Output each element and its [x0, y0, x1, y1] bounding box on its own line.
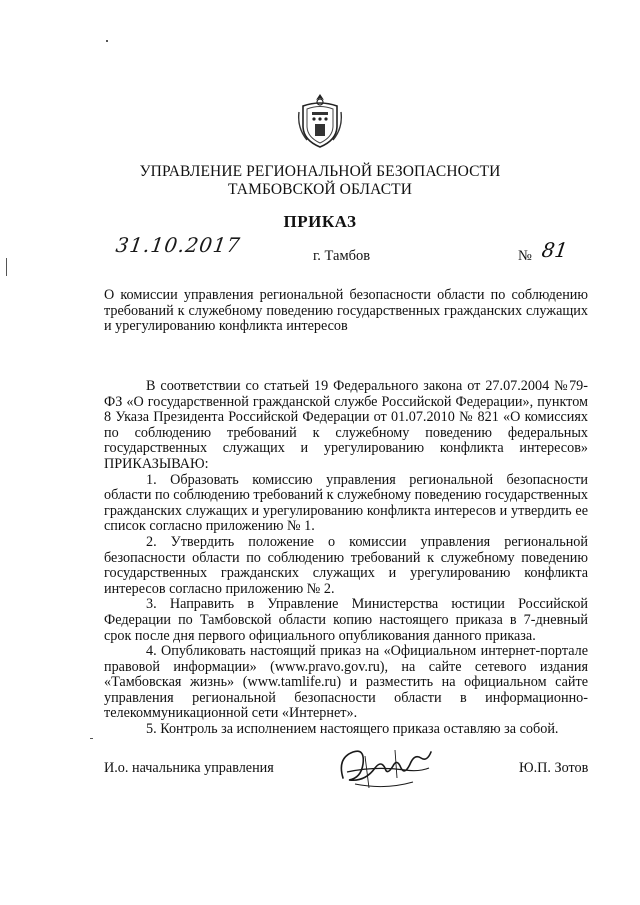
- handwritten-number: 81: [540, 238, 570, 262]
- document-city: г. Тамбов: [313, 248, 371, 264]
- organization-name-line2: ТАМБОВСКОЙ ОБЛАСТИ: [228, 181, 412, 198]
- handwritten-signature-icon: [335, 738, 435, 796]
- document-subject: О комиссии управления региональной безопасности области по соблюдению требований к служебному поведению государственных гражданских служащих и урегулированию конфликта интересов: [104, 287, 588, 335]
- document-title: ПРИКАЗ: [283, 212, 357, 231]
- scan-artifact: [6, 258, 7, 276]
- scan-artifact: [106, 40, 108, 42]
- order-item-5: 5. Контроль за исполнением настоящего приказа оставляю за собой.: [146, 721, 559, 738]
- organization-name-line1: УПРАВЛЕНИЕ РЕГИОНАЛЬНОЙ БЕЗОПАСНОСТИ: [139, 163, 501, 180]
- scan-artifact: [90, 738, 93, 739]
- preamble-paragraph: В соответствии со статьей 19 Федерального закона от 27.07.2004 №79-ФЗ «О государственной гражданской службе Российской Федерации», пунктом 8 Указа Президента Российской Федерации от 01.07.2010 № 821 «О комиссиях по соблюдению требований к служебному поведению федеральных государственных служащих и урегулированию конфликта интересов» ПРИКАЗЫВАЮ:: [104, 378, 588, 472]
- signatory-name: Ю.П. Зотов: [519, 760, 589, 776]
- coat-of-arms-icon: [297, 92, 343, 150]
- handwritten-date: 31.10.2017: [114, 233, 243, 257]
- order-item-1: 1. Образовать комиссию управления региональной безопасности области по соблюдению требований к служебному поведению государственных гражданских служащих и урегулированию конфликта интересов и утвердить ее список согласно приложению № 1.: [104, 471, 588, 535]
- order-item-3: 3. Направить в Управление Министерства юстиции Российской Федерации по Тамбовской области копию настоящего приказа в 7-дневный срок после дня первого официального опубликования данного приказа.: [104, 596, 588, 644]
- order-item-2: 2. Утвердить положение о комиссии управления региональной безопасности области по соблюдению требований к служебному поведению государственных гражданских служащих и урегулированию конфликта интересов согласно приложению № 2.: [104, 533, 588, 597]
- number-label: №: [518, 248, 532, 264]
- order-item-4: 4. Опубликовать настоящий приказ на «Официальном интернет-портале правовой информации» (www.pravo.gov.ru), на сайте сетевого издания «Тамбовская жизнь» (www.tamlife.ru) и разместить на официальном сайте управления региональной безопасности области в информационно-телекоммуникационной сети «Интернет».: [104, 643, 588, 722]
- signatory-position: И.о. начальника управления: [104, 760, 274, 776]
- document-body: [104, 379, 588, 738]
